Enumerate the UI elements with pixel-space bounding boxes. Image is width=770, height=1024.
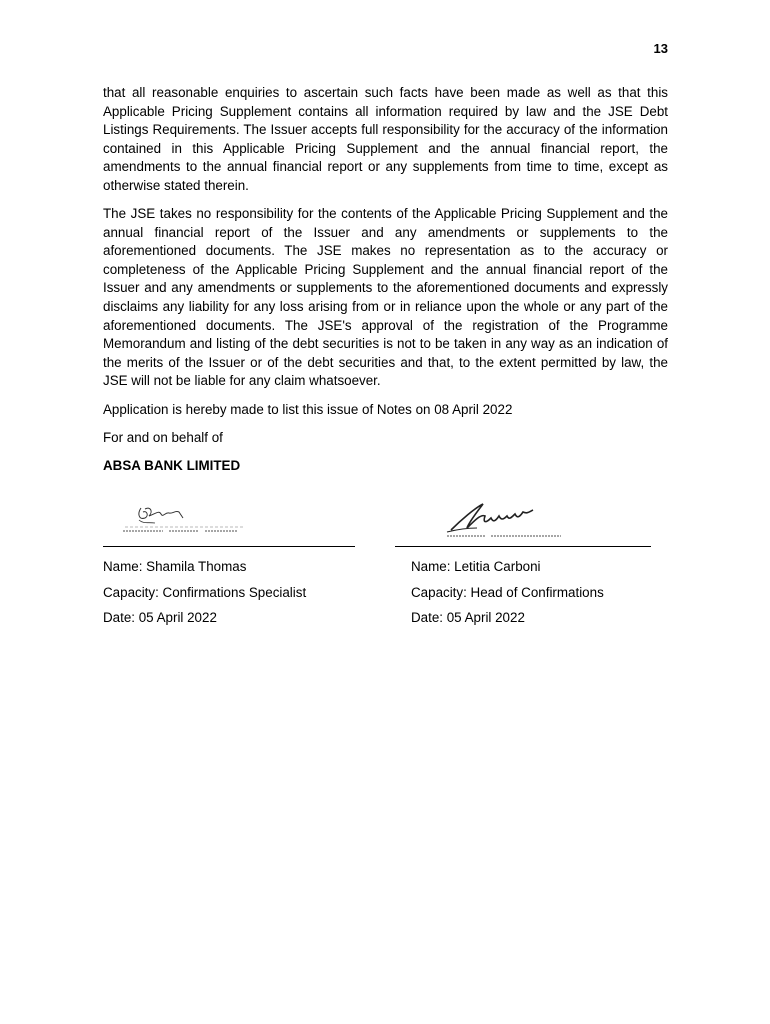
- signature-line-left: [103, 546, 355, 547]
- signatory-date-left: Date: 05 April 2022: [103, 610, 217, 626]
- signature-image-left: [103, 500, 358, 546]
- signatory-left: [103, 500, 358, 636]
- signature-image-right: [411, 500, 669, 546]
- page-number: 13: [653, 41, 668, 56]
- company-name: ABSA BANK LIMITED: [103, 457, 241, 473]
- signatory-name-left: Name: Shamila Thomas: [103, 559, 247, 574]
- handwritten-signature-icon: [103, 500, 263, 546]
- handwritten-signature-icon: [411, 500, 591, 546]
- behalf-label: For and on behalf of: [103, 429, 223, 445]
- document-body: [103, 84, 668, 485]
- signature-block: [103, 500, 668, 640]
- jse-disclaimer-paragraph: The JSE takes no responsibility for the contents of the Applicable Pricing Supplement and the annual financial report of the Issuer and any amendments or supplements to the aforementioned documents. The JSE makes no representation as to the accuracy or completeness of the Applicable Pricing Supplement and the annual financial report of the Issuer and any amendments or supplements to the aforementioned documents and expressly disclaims any liability for any loss arising from or in reliance upon the whole or any part of the aforementioned documents. The JSE's approval of the registration of the Programme Memorandum and listing of the debt securities is not to be taken in any way as an indication of the merits of the Issuer or of the debt securities and that, to the extent permitted by law, the JSE will not be liable for any claim whatsoever.: [103, 206, 668, 389]
- signatory-right: [411, 500, 669, 636]
- signatory-capacity-left: Capacity: Confirmations Specialist: [103, 584, 307, 600]
- signatory-name-right: Name: Letitia Carboni: [411, 559, 541, 574]
- signatory-date-right: Date: 05 April 2022: [411, 610, 525, 626]
- responsibility-paragraph: that all reasonable enquiries to ascertain such facts have been made as well as that this Applicable Pricing Supplement contains all information required by law and the JSE Debt Listings Requirements. The Issuer accepts full responsibility for the accuracy of the information contained in this Applicable Pricing Supplement and the annual financial report, the amendments to the annual financial report or any supplements from time to time, except as otherwise stated therein.: [103, 85, 668, 193]
- application-statement: Application is hereby made to list this issue of Notes on 08 April 2022: [103, 401, 513, 417]
- signatory-capacity-right: Capacity: Head of Confirmations: [411, 584, 604, 600]
- signature-line-right: [395, 546, 651, 547]
